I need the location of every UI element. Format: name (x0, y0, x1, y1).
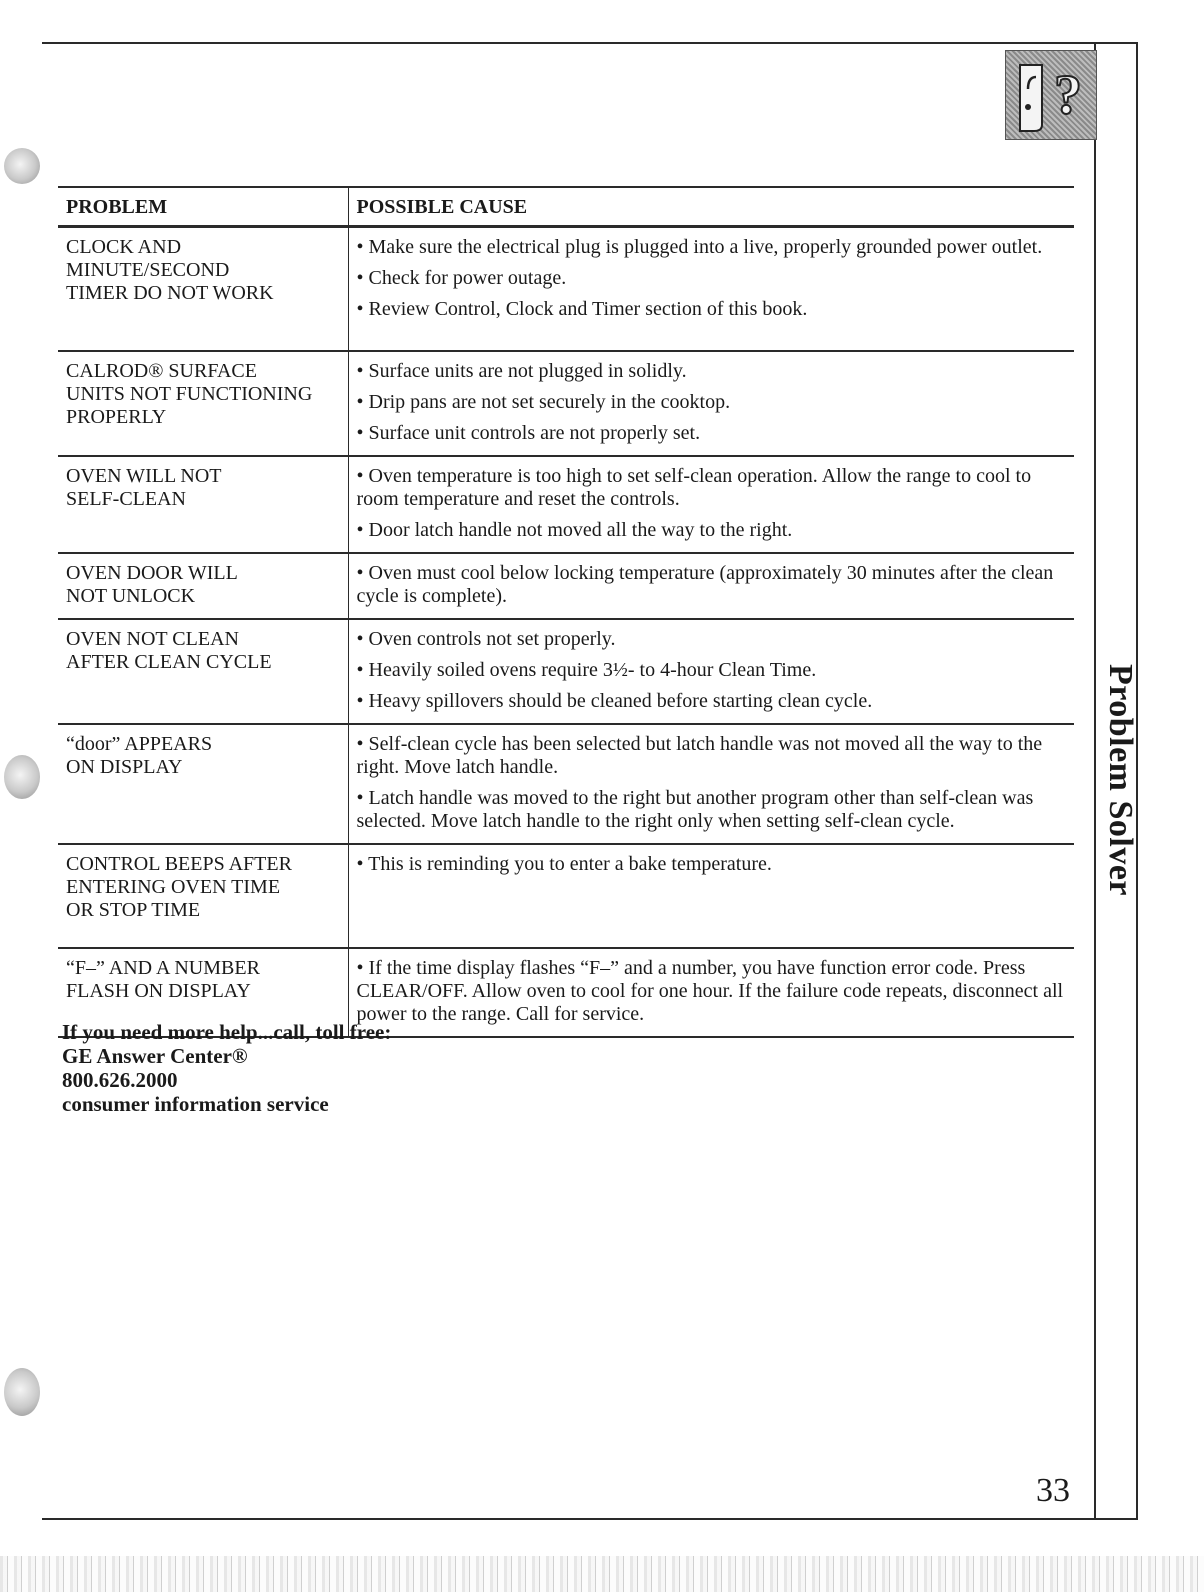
top-rule (42, 42, 1136, 44)
cause-item: • Latch handle was moved to the right but another program other than self-clean was selected. Move latch handle to the right only when setting self-clean cycle. (356, 786, 1034, 832)
problem-cell (58, 724, 348, 844)
problem-header: PROBLEM (58, 187, 348, 227)
page-number: 33 (1036, 1472, 1070, 1509)
punch-hole-middle (4, 755, 40, 799)
help-line: If you need more help...call, toll free: (62, 1020, 392, 1044)
problem-line: AFTER CLEAN CYCLE (66, 650, 272, 673)
problem-line: CONTROL BEEPS AFTER (66, 852, 292, 875)
problem-cell (58, 351, 348, 456)
problem-line: ON DISPLAY (66, 755, 183, 778)
cause-cell (348, 619, 1074, 724)
cause-item: • Oven must cool below locking temperature (approximately 30 minutes after the clean cycle is complete). (356, 561, 1054, 607)
help-footer (62, 1020, 391, 1116)
problem-line: CLOCK AND (66, 236, 182, 258)
cause-item: • Review Control, Clock and Timer section of this book. (356, 298, 808, 320)
problem-line: TIMER DO NOT WORK (66, 282, 274, 304)
bottom-rule (42, 1518, 1138, 1520)
problem-cell (58, 456, 348, 553)
cause-item: • Make sure the electrical plug is plugged into a live, properly grounded power outlet. (356, 236, 1043, 258)
problem-line: OVEN WILL NOT (66, 464, 222, 487)
problem-cell (58, 553, 348, 619)
service-description: consumer information service (62, 1092, 329, 1116)
problem-line: PROPERLY (66, 405, 167, 428)
table-row (58, 619, 1074, 724)
punch-hole-bottom (4, 1368, 40, 1416)
table-row (58, 227, 1074, 351)
problem-cell (58, 844, 348, 948)
problem-line: FLASH ON DISPLAY (66, 979, 251, 1002)
cause-cell (348, 553, 1074, 619)
svg-text:?: ? (1054, 64, 1082, 126)
problem-line: NOT UNLOCK (66, 584, 196, 607)
phone-number: 800.626.2000 (62, 1068, 178, 1092)
cause-item: • Drip pans are not set securely in the cooktop. (356, 390, 731, 413)
table-row (58, 456, 1074, 553)
cause-cell (348, 456, 1074, 553)
table-row (58, 844, 1074, 948)
problem-cause-table (58, 186, 1074, 1038)
inner-right-rule (1094, 42, 1096, 1520)
cause-item: • Heavily soiled ovens require 3½- to 4-hour Clean Time. (356, 658, 817, 681)
side-title (1098, 620, 1142, 940)
problem-cell (58, 227, 348, 351)
table-header-row (58, 187, 1074, 227)
cause-cell (348, 948, 1074, 1037)
problem-line: OVEN NOT CLEAN (66, 627, 239, 650)
problem-solver-tab-icon (1005, 50, 1097, 140)
cause-item: • Surface units are not plugged in solidly. (356, 359, 687, 382)
problem-line: OVEN DOOR WILL (66, 561, 238, 584)
problem-line: ENTERING OVEN TIME (66, 875, 281, 898)
cause-cell (348, 227, 1074, 351)
cause-item: • If the time display flashes “F–” and a number, you have function error code. Press CLEAR/OFF. Allow oven to cool for one hour. If the failure code repeats, disconnect all power to the range. Call for service. (356, 956, 1064, 1025)
answer-center-name: GE Answer Center® (62, 1044, 248, 1068)
cause-item: • Surface unit controls are not properly set. (356, 421, 701, 444)
cause-item: • This is reminding you to enter a bake temperature. (356, 852, 772, 875)
cause-item: • Self-clean cycle has been selected but latch handle was not moved all the way to the right. Move latch handle. (356, 732, 1043, 778)
side-title-text: Problem Solver (1102, 663, 1139, 897)
problem-line: CALROD® SURFACE (66, 359, 257, 382)
table-row (58, 724, 1074, 844)
cause-item: • Oven controls not set properly. (356, 627, 616, 650)
punch-hole-top (4, 148, 40, 184)
cause-header: POSSIBLE CAUSE (348, 187, 1074, 227)
table-row (58, 351, 1074, 456)
cause-item: • Door latch handle not moved all the way to the right. (356, 518, 793, 541)
problem-line: UNITS NOT FUNCTIONING (66, 382, 313, 405)
problem-line: “F–” AND A NUMBER (66, 956, 260, 979)
cause-cell (348, 351, 1074, 456)
cause-item: • Oven temperature is too high to set self-clean operation. Allow the range to cool to room temperature and reset the controls. (356, 464, 1032, 510)
problem-cell (58, 619, 348, 724)
problem-line: “door” APPEARS (66, 732, 213, 755)
table-row (58, 553, 1074, 619)
problem-line: SELF-CLEAN (66, 487, 186, 510)
cause-item: • Heavy spillovers should be cleaned before starting clean cycle. (356, 689, 873, 712)
scan-noise-strip (0, 1556, 1204, 1592)
problem-line: OR STOP TIME (66, 898, 201, 921)
problem-line: MINUTE/SECOND (66, 259, 230, 281)
cause-item: • Check for power outage. (356, 267, 567, 289)
cause-cell (348, 724, 1074, 844)
cause-cell (348, 844, 1074, 948)
